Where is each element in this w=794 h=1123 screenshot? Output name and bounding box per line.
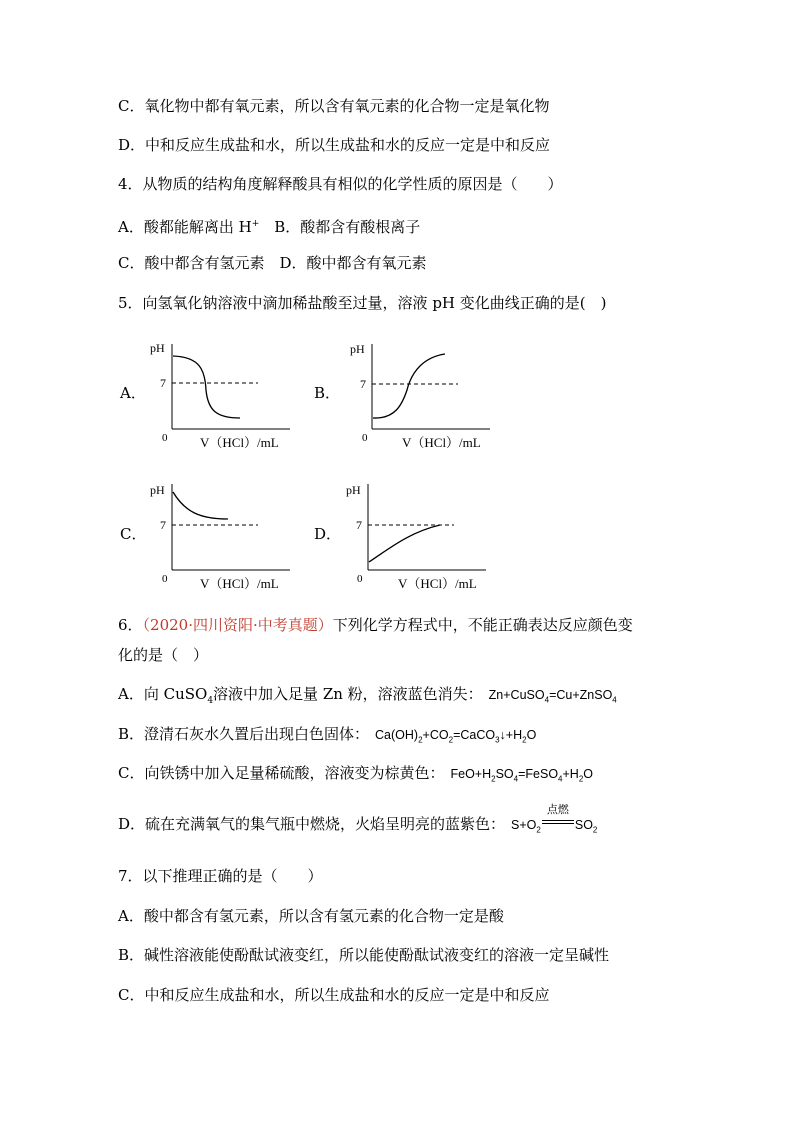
equation-d: $S+O_2$ 点燃 $SO_2$ — [511, 818, 597, 832]
curve-d — [369, 525, 440, 562]
q6b-text: B．澄清石灰水久置后出现白色固体： — [118, 725, 370, 743]
graph-b-seven: 7 — [360, 377, 366, 391]
q6d-text: D．硫在充满氧气的集气瓶中燃烧，火焰呈明亮的蓝紫色： — [118, 815, 506, 833]
question-6-text: 下列化学方程式中，不能正确表达反应颜色变 — [332, 616, 633, 634]
graph-b-option-label: B． — [314, 384, 341, 402]
question-7: 7．以下推理正确的是（ ） — [118, 867, 323, 885]
question-6-source: （2020·四川资阳·中考真题） — [142, 616, 333, 634]
q6c-text: C．向铁锈中加入足量稀硫酸，溶液变为棕黄色： — [118, 764, 445, 782]
graph-d-xlabel: V（HCl）/mL — [398, 576, 477, 591]
equation-b: $Ca(OH)_2+CO_2=CaCO_3↓+H_2O$ — [375, 728, 537, 745]
question-7c: C．中和反应生成盐和水，所以生成盐和水的反应一定是中和反应 — [118, 986, 550, 1004]
curve-b — [373, 354, 445, 418]
graph-a-xlabel: V（HCl）/mL — [200, 435, 279, 450]
graph-a-ylabel: pH — [150, 341, 165, 355]
question-6a — [118, 684, 617, 711]
equation-c: $FeO+H_2SO_4=FeSO_4+H_2O$ — [450, 767, 594, 784]
graph-b-origin: 0 — [362, 432, 368, 444]
graph-a-origin: 0 — [162, 432, 168, 444]
question-3c: C．氧化物中都有氧元素，所以含有氧元素的化合物一定是氧化物 — [118, 97, 550, 115]
question-6c — [118, 763, 593, 790]
q6a-text-1: A．向 CuSO — [118, 685, 208, 703]
graph-a-option-label: A． — [120, 384, 146, 402]
q6a-sub: 4 — [207, 696, 214, 706]
superscript-plus: + — [251, 219, 260, 229]
graph-d-origin: 0 — [357, 573, 363, 585]
question-3d: D．中和反应生成盐和水，所以生成盐和水的反应一定是中和反应 — [118, 136, 551, 154]
option-a-text: A．酸都能解离出 H — [118, 218, 252, 236]
condition-text: 点燃 — [546, 803, 569, 816]
graph-c-origin: 0 — [162, 573, 168, 585]
q6a-text-2: 溶液中加入足量 Zn 粉，溶液蓝色消失： — [213, 685, 483, 703]
graph-d-option-label: D． — [314, 525, 342, 543]
question-4-options-cd: C．酸中都含有氢元素 D．酸中都含有氧元素 — [118, 254, 427, 272]
question-4: 4．从物质的结构角度解释酸具有相似的化学性质的原因是（ ） — [118, 175, 563, 193]
question-5: 5．向氢氧化钠溶液中滴加稀盐酸至过量，溶液 pH 变化曲线正确的是( ) — [118, 294, 607, 312]
question-7a: A．酸中都含有氢元素，所以含有氢元素的化合物一定是酸 — [118, 907, 504, 925]
curve-a — [173, 356, 240, 418]
graph-d-ylabel: pH — [346, 483, 361, 497]
question-6-number: 6． — [118, 616, 143, 634]
option-b-text: B．酸都含有酸根离子 — [259, 218, 421, 236]
question-6b — [118, 724, 536, 751]
question-6d — [118, 803, 598, 841]
graph-c-seven: 7 — [160, 518, 166, 532]
graph-b-ylabel: pH — [350, 342, 365, 356]
graph-c-xlabel: V（HCl）/mL — [200, 576, 279, 591]
question-6 — [118, 615, 633, 635]
question-4-options-ab — [118, 214, 420, 237]
graph-c-ylabel: pH — [150, 483, 165, 497]
graph-a-seven: 7 — [160, 376, 166, 390]
reaction-condition-arrow — [541, 803, 575, 835]
equation-a: Zn+CuSO$_4$=Cu+ZnSO$_4$ — [488, 688, 617, 705]
graph-d-seven: 7 — [356, 518, 362, 532]
graph-c-option-label: C． — [120, 525, 147, 543]
graph-b-xlabel: V（HCl）/mL — [402, 435, 481, 450]
question-7b: B．碱性溶液能使酚酞试液变红，所以能使酚酞试液变红的溶液一定呈碱性 — [118, 946, 610, 964]
curve-c — [173, 492, 228, 519]
question-6-line2: 化的是（ ） — [118, 646, 209, 664]
